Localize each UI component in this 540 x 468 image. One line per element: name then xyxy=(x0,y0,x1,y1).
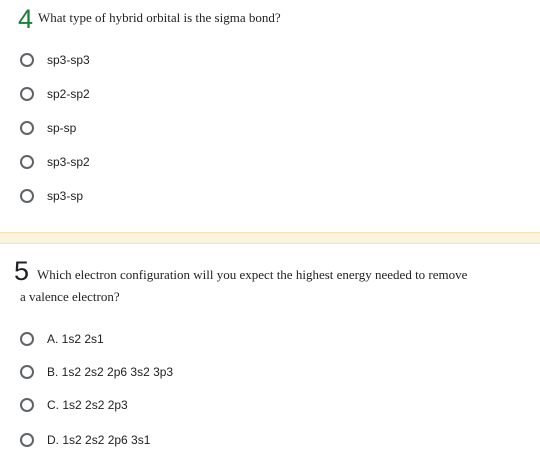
radio-button[interactable] xyxy=(20,398,34,412)
option-label: A. 1s2 2s1 xyxy=(47,332,104,346)
option-label: sp3-sp2 xyxy=(47,155,90,169)
radio-button[interactable] xyxy=(20,365,34,379)
option-a[interactable] xyxy=(20,328,104,350)
radio-button[interactable] xyxy=(20,155,34,169)
option-label: C. 1s2 2s2 2p3 xyxy=(47,398,128,412)
question-number: 5 xyxy=(14,256,30,286)
question-card-5 xyxy=(0,244,540,468)
option-b[interactable] xyxy=(20,361,173,383)
radio-button[interactable] xyxy=(20,332,34,346)
option-c[interactable] xyxy=(20,394,128,416)
option-label: sp2-sp2 xyxy=(47,87,90,101)
option-d[interactable] xyxy=(20,429,150,451)
radio-button[interactable] xyxy=(20,189,34,203)
option-label: sp3-sp xyxy=(47,189,84,203)
radio-button[interactable] xyxy=(20,121,34,135)
option-sp2-sp2[interactable] xyxy=(20,83,90,105)
option-label: B. 1s2 2s2 2p6 3s2 3p3 xyxy=(47,365,174,379)
option-label: sp-sp xyxy=(47,121,77,135)
option-label: sp3-sp3 xyxy=(47,53,90,67)
option-sp3-sp3[interactable] xyxy=(20,49,90,71)
option-sp3-sp2[interactable] xyxy=(20,151,90,173)
option-sp3-sp[interactable] xyxy=(20,185,83,207)
radio-button[interactable] xyxy=(20,87,34,101)
radio-button[interactable] xyxy=(20,53,34,67)
option-sp-sp[interactable] xyxy=(20,117,76,139)
question-text-line-2: a valence electron? xyxy=(20,289,120,304)
option-label: D. 1s2 2s2 2p6 3s1 xyxy=(47,433,151,447)
question-text: What type of hybrid orbital is the sigma bond? xyxy=(38,10,281,25)
radio-button[interactable] xyxy=(20,433,34,447)
question-divider xyxy=(0,232,540,244)
question-text-line-1: Which electron configuration will you expect the highest energy needed to remove xyxy=(37,267,468,282)
question-card-4 xyxy=(0,0,540,232)
question-number: 4 xyxy=(18,4,34,34)
